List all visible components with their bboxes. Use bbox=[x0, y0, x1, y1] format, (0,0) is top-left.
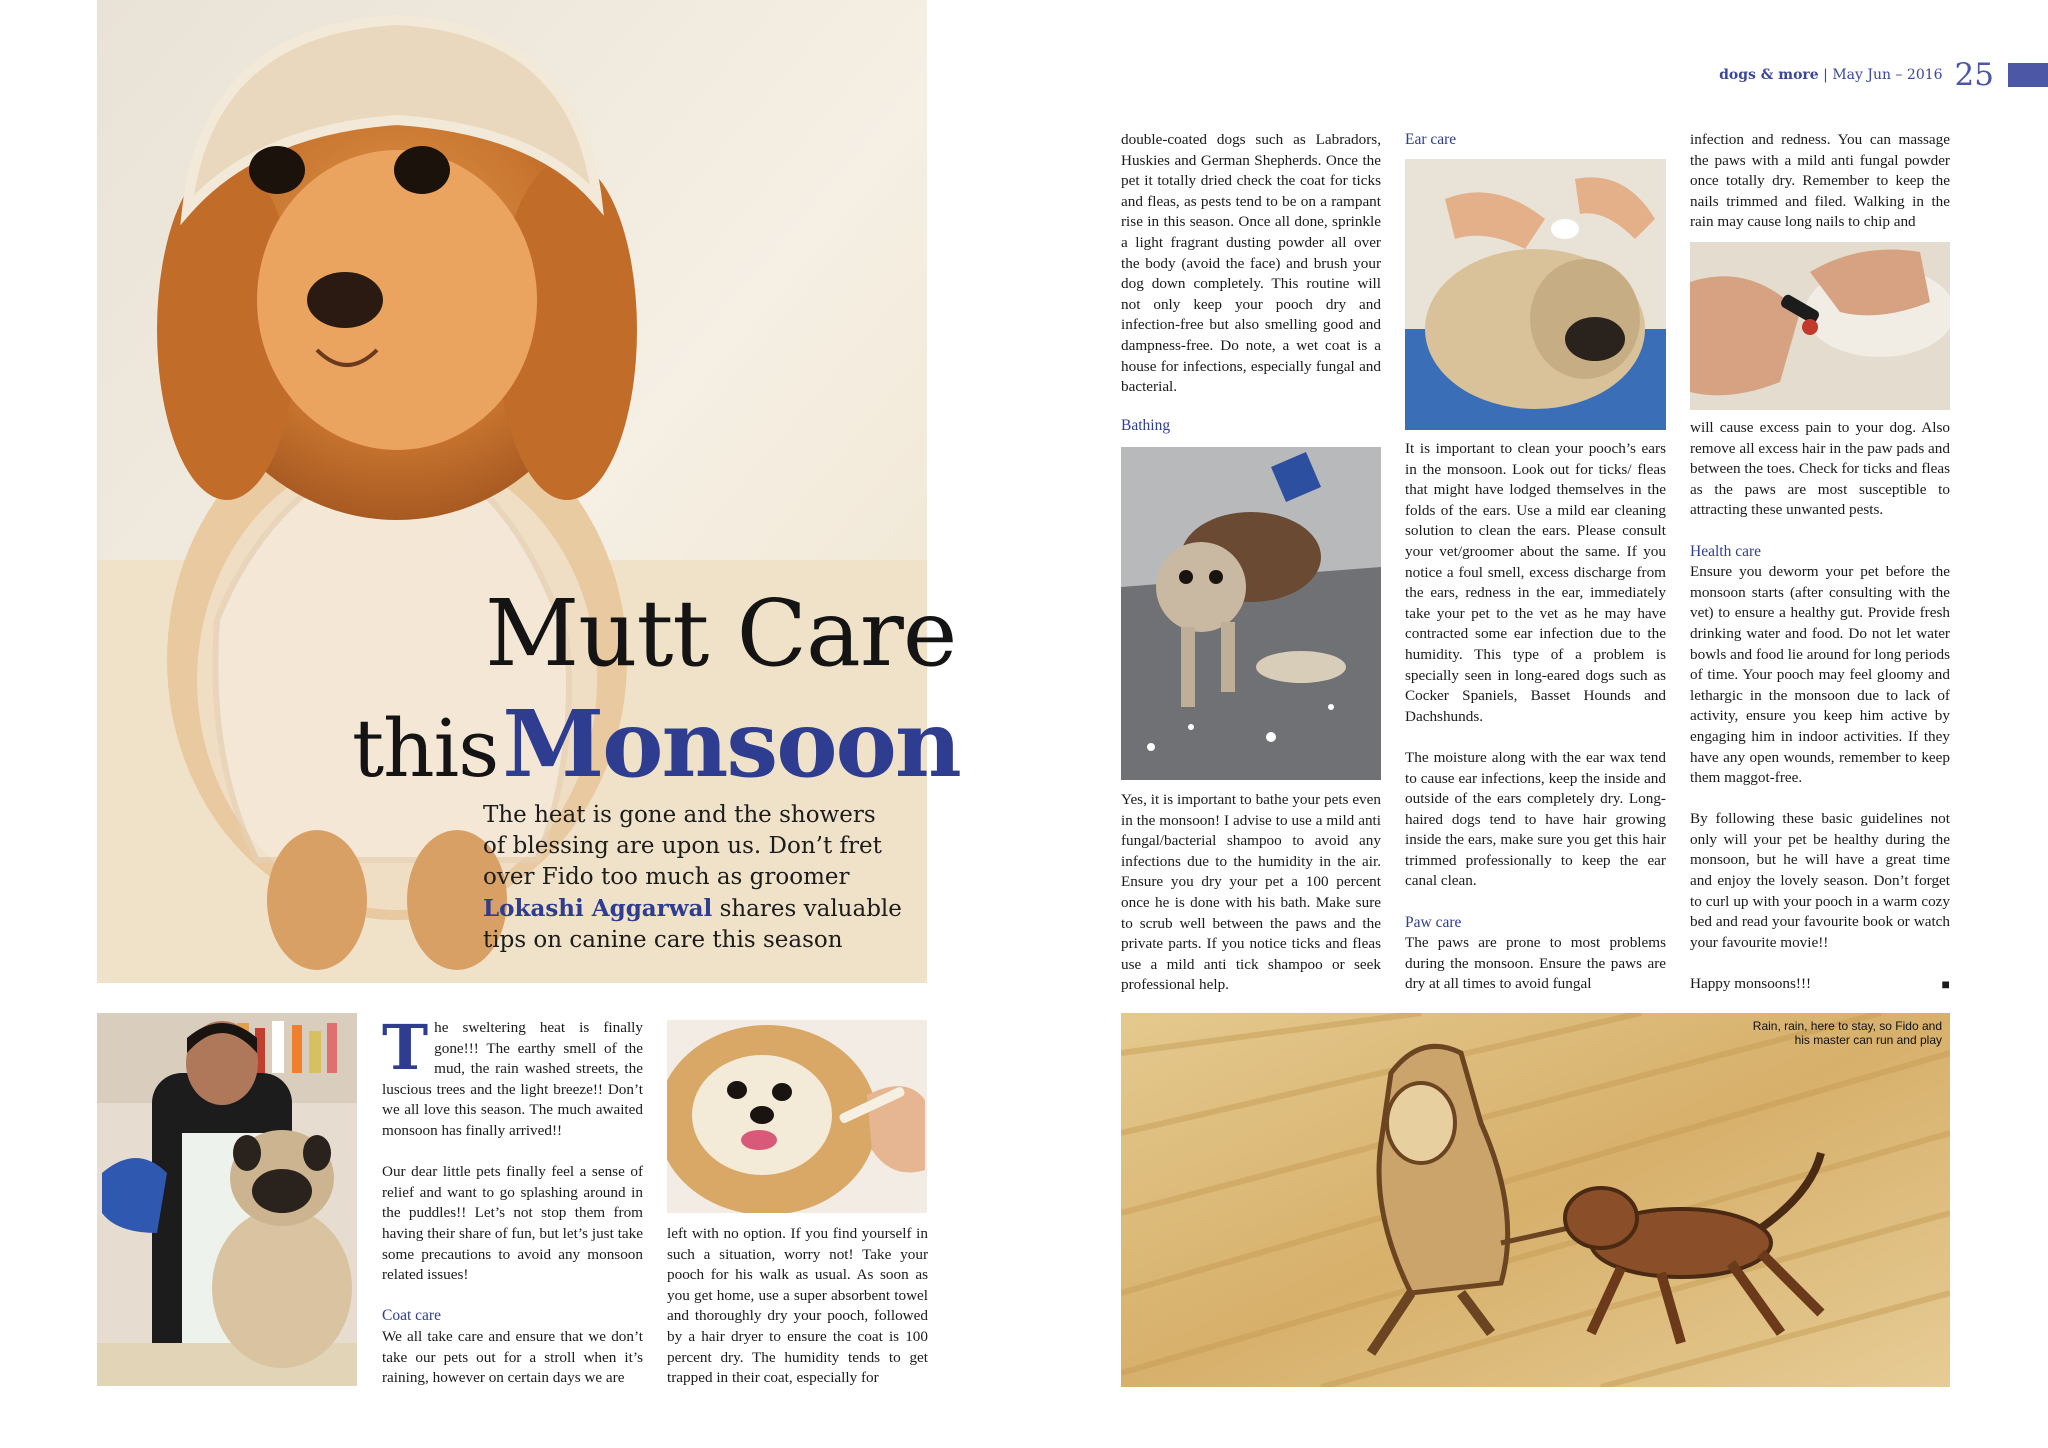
heading-coat-care: Coat care bbox=[382, 1307, 441, 1325]
column-4 bbox=[1405, 439, 1666, 1016]
magazine-name: dogs & more bbox=[1719, 67, 1819, 83]
column-3 bbox=[1121, 130, 1381, 437]
closing-line bbox=[1690, 974, 1950, 995]
dog-end-mark-icon: ■ bbox=[1941, 978, 1950, 994]
headline-monsoon: Monsoon bbox=[502, 690, 960, 798]
photo-groomer-with-pug bbox=[97, 1013, 357, 1386]
page-header bbox=[1719, 55, 2048, 95]
photo-nail-trimming bbox=[1690, 242, 1950, 410]
paragraph: will cause excess pain to your dog. Also remove all excess hair in the paw pads and between the toes. Check for ticks and fleas as the paws are most susceptible to attracting these unwanted pests. bbox=[1690, 419, 1950, 519]
paragraph: By following these basic guidelines not only will your pet be healthy during the monsoon, but he will have a great time and enjoy the lovely season. Don’t forget to curl up with your pooch in a warm cozy bed and read your favourite book or watch your favourite movie!! bbox=[1690, 810, 1950, 951]
heading-bathing: Bathing bbox=[1121, 417, 1171, 435]
closing-text: Happy monsoons!!! bbox=[1690, 975, 1812, 993]
paragraph: infection and redness. You can massage the paws with a mild anti fungal powder once totally dry. Remember to keep the nails trimmed and filed. Walking in the rain may cause long nails to chip and bbox=[1690, 131, 1950, 231]
column-3-lower bbox=[1121, 790, 1381, 1017]
headline-line-1: Mutt Care bbox=[485, 580, 957, 687]
heading-paw-care: Paw care bbox=[1405, 913, 1462, 931]
column-1 bbox=[382, 1011, 643, 1409]
paragraph: We all take care and ensure that we don’t take our pets out for a stroll when it’s raining, however on certain days we are bbox=[382, 1327, 643, 1387]
column-5-top bbox=[1690, 130, 1950, 254]
paragraph: Ensure you deworm your pet before the monsoon starts (after consulting with the vet) to ensure a healthy gut. Provide fresh drinking water and food. Do not let water bowls and food lie around for long periods of time. Your pooch may feel gloomy and lethargic in the monsoon due to lack of activity, ensure you keep him active by engaging him in indoor activities. If they have any open wounds, remember to keep them maggot-free. bbox=[1690, 563, 1950, 787]
folio-bar bbox=[2008, 63, 2048, 87]
photo-brushing-shih-tzu bbox=[667, 1020, 927, 1213]
intro-text: he sweltering heat is finally gone!!! The earthy smell of the mud, the rain washed streets, the luscious trees and the light breeze!! Don’t we all love this season. The much awaited monsoon has finally arrived!! bbox=[382, 1019, 643, 1139]
standfirst bbox=[483, 800, 903, 956]
heading-ear-care: Ear care bbox=[1405, 131, 1457, 148]
paragraph: It is important to clean your pooch’s ears in the monsoon. Look out for ticks/ fleas that might have lodged themselves in the folds of the ears. Use a mild ear cleaning solution to clean the ears. Please consult your vet/groomer about the same. If you notice a foul smell, excess discharge from the ears, redness in the ear, immediately take your pet to the vet as he may have contracted some ear infection due to the humidity. This type of a problem is specially seen in long-eared dogs such as Cocker Spaniels, Basset Hounds and Dachshunds. bbox=[1405, 440, 1666, 725]
illustration-caption: Rain, rain, here to stay, so Fido and his master can run and play bbox=[1752, 1019, 1942, 1047]
folio-text bbox=[1719, 67, 1942, 83]
headline-this: this bbox=[352, 702, 499, 795]
column-4-heading bbox=[1405, 130, 1665, 151]
photo-ear-cleaning-pug bbox=[1405, 159, 1666, 430]
headline-line-2 bbox=[352, 690, 960, 798]
column-5 bbox=[1690, 418, 1950, 1015]
photo-bathing-dog bbox=[1121, 447, 1381, 780]
paragraph: The moisture along with the ear wax tend to cause ear infections, keep the inside and outside of the ears completely dry. Long-haired dogs tend to have hair growing inside the ears, make sure you get this hair trimmed professionally to keep the ear canal clean. bbox=[1405, 748, 1666, 890]
author-name: Lokashi Aggarwal bbox=[483, 895, 713, 922]
paragraph: Yes, it is important to bathe your pets even in the monsoon! I advise to use a mild anti fungal/bacterial shampoo to avoid any infections due to the humidity in the air. Ensure you dry your pet a 100 percent once he is done with his bath. Make sure to scrub well between the paws and the private parts. If you notice ticks and fleas use a mild anti tick shampoo or seek professional help. bbox=[1121, 791, 1381, 994]
issue-date: | May Jun – 2016 bbox=[1823, 67, 1943, 83]
page-number: 25 bbox=[1954, 57, 1994, 93]
paragraph: double-coated dogs such as Labradors, Huskies and German Shepherds. Once the pet it totally dried check the coat for ticks and fleas, as pests tend to be on a rampant rise in this season. Once all done, sprinkle a light fragrant dusting powder all over the body (avoid the face) and brush your dog down completely. This routine will not only keep your pooch dry and infection-free but also smelling good and dampness-free. Do note, a wet coat is a house for infections, especially fungal and bacterial. bbox=[1121, 131, 1381, 396]
paragraph: The paws are prone to most problems during the monsoon. Ensure the paws are dry at all times to avoid fungal bbox=[1405, 934, 1666, 993]
standfirst-text-1: The heat is gone and the showers of blessing are upon us. Don’t fret over Fido too much as groomer bbox=[483, 802, 882, 890]
paragraph: left with no option. If you find yourself in such a situation, worry not! Take your pooch for his walk as usual. As soon as you get home, use a super absorbent towel and thoroughly dry your pooch, followed by a hair dryer to ensure the coat is 100 percent dry. The humidity tends to get trapped in their coat, especially for bbox=[667, 1225, 928, 1387]
illustration-rain-boy-and-dog bbox=[1121, 1013, 1950, 1387]
paragraph: Our dear little pets finally feel a sense of relief and want to go splashing around in the puddles!! Let’s not stop them from having their share of fun, but let’s just take some precautions to avoid any monsoon related issues! bbox=[382, 1163, 643, 1284]
intro-paragraph bbox=[382, 1011, 643, 1142]
column-2 bbox=[667, 1224, 928, 1409]
drop-cap: T bbox=[382, 1011, 429, 1084]
heading-health-care: Health care bbox=[1690, 542, 1761, 560]
standfirst-text-2: shares valuable tips on canine care this season bbox=[483, 896, 902, 953]
